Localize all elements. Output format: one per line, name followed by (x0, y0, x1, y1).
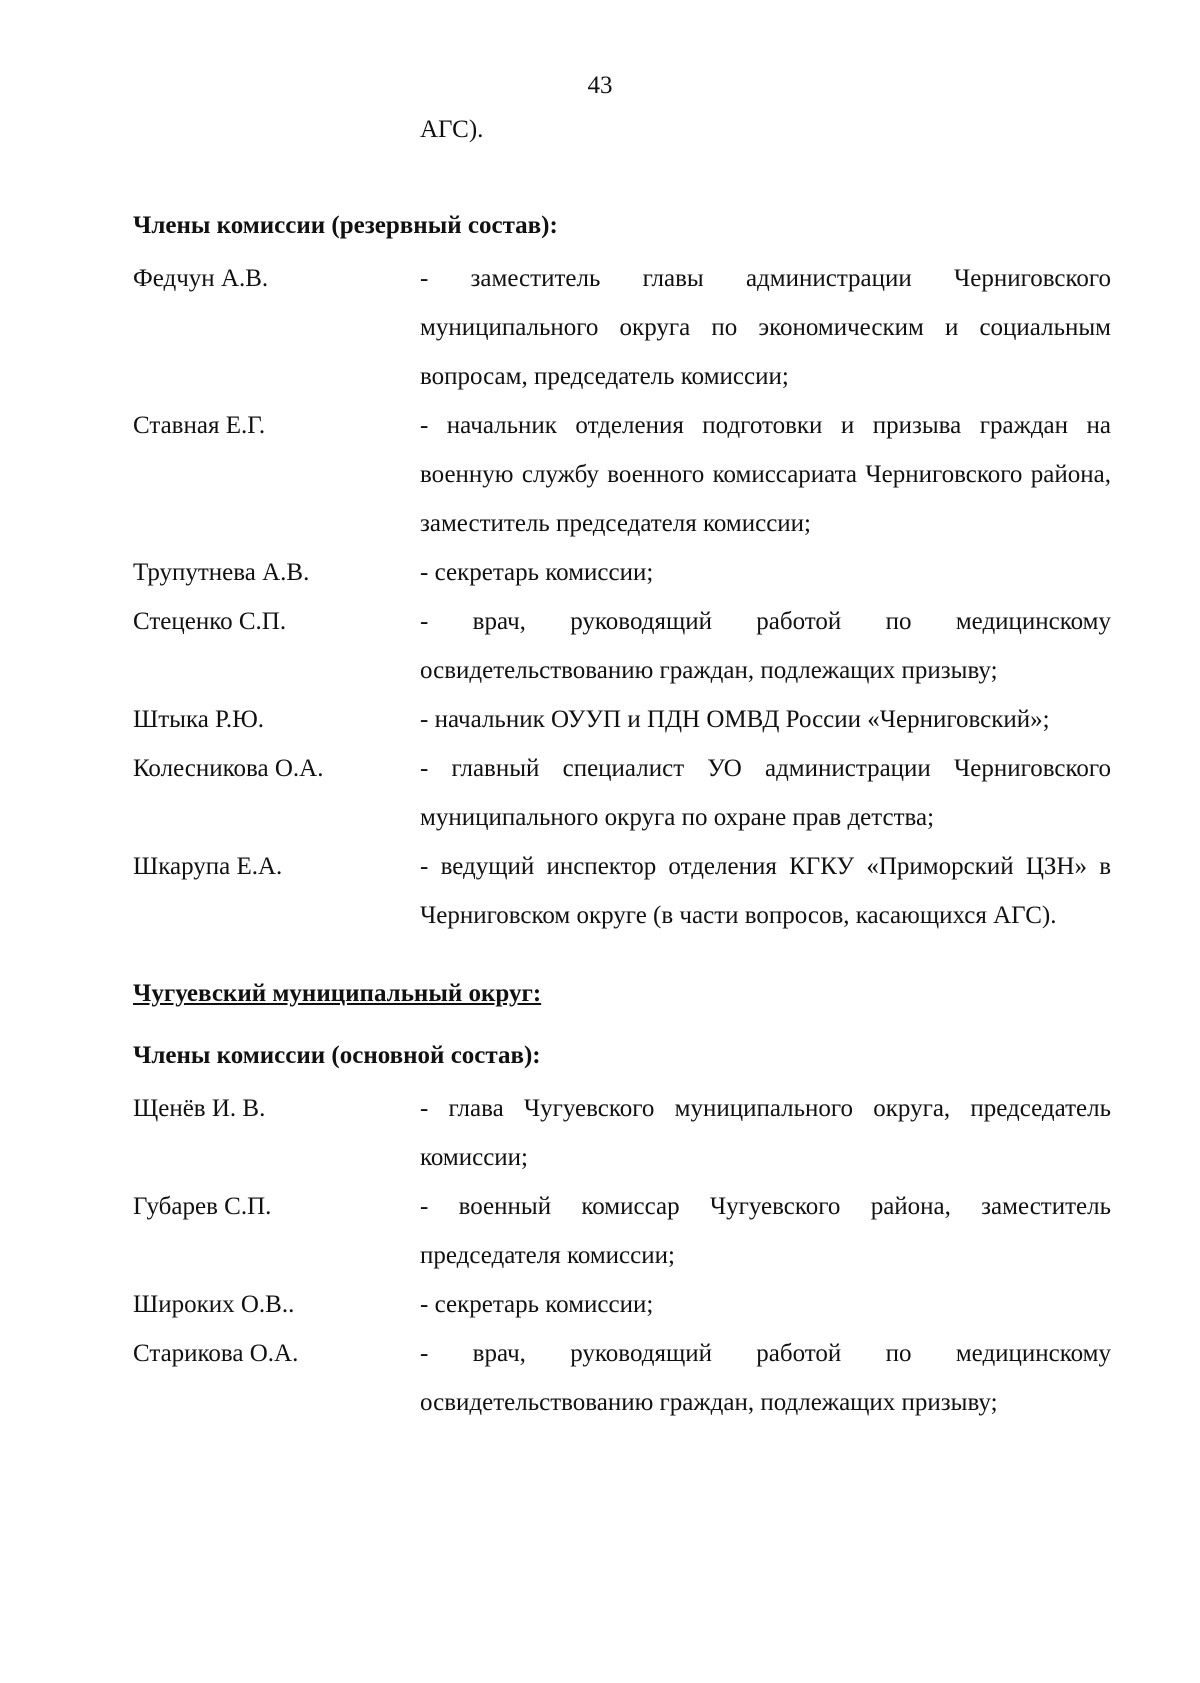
member-name: Колесникова О.А. (133, 755, 324, 782)
member-name: Федчун А.В. (133, 265, 269, 292)
main-section-heading: Члены комиссии (основной состав): (133, 1042, 541, 1069)
member-row (133, 1084, 1111, 1182)
member-role: - врач, руководящий работой по медицинскому освидетельствованию граждан, подлежащих призыву; (420, 1340, 1111, 1416)
member-role: - военный комиссар Чугуевского района, заместитель председателя комиссии; (420, 1193, 1111, 1269)
member-role: - секретарь комиссии; (420, 559, 654, 586)
reserve-section-heading: Члены комиссии (резервный состав): (133, 212, 558, 239)
member-name: Губарев С.П. (133, 1193, 272, 1220)
member-row (133, 597, 1111, 695)
member-role: - начальник ОУУП и ПДН ОМВД России «Черниговский»; (420, 706, 1050, 733)
page-number: 43 (587, 72, 613, 99)
member-name: Щенёв И. В. (133, 1095, 266, 1122)
district-heading: Чугуевский муниципальный округ: (133, 980, 542, 1007)
member-row (133, 842, 1111, 940)
member-name: Ставная Е.Г. (133, 412, 266, 439)
member-role: - секретарь комиссии; (420, 1291, 654, 1318)
member-name: Старикова О.А. (133, 1340, 299, 1367)
member-role: - начальник отделения подготовки и призыва граждан на военную службу военного комиссариата Черниговского района, заместитель председателя комиссии; (420, 412, 1111, 537)
main-member-list (133, 1084, 1111, 1427)
member-row (133, 1329, 1111, 1427)
member-role: - глава Чугуевского муниципального округа, председатель комиссии; (420, 1095, 1111, 1171)
member-row (133, 695, 1111, 744)
reserve-member-list (133, 254, 1111, 940)
member-name: Трупутнева А.В. (133, 559, 310, 586)
member-role: - ведущий инспектор отделения КГКУ «Приморский ЦЗН» в Черниговском округе (в части вопросов, касающихся АГС). (420, 853, 1111, 929)
document-content (133, 210, 1111, 1427)
member-role: - врач, руководящий работой по медицинскому освидетельствованию граждан, подлежащих призыву; (420, 608, 1111, 684)
member-role: - главный специалист УО администрации Черниговского муниципального округа по охране прав детства; (420, 755, 1111, 831)
member-row (133, 1280, 1111, 1329)
member-name: Штыка Р.Ю. (133, 706, 265, 733)
member-row (133, 401, 1111, 548)
continuation-text: АГС). (420, 116, 484, 143)
member-row (133, 1182, 1111, 1280)
member-row (133, 744, 1111, 842)
member-name: Стеценко С.П. (133, 608, 287, 635)
member-name: Шкарупа Е.А. (133, 853, 283, 880)
member-row (133, 548, 1111, 597)
member-row (133, 254, 1111, 401)
member-role: - заместитель главы администрации Черниговского муниципального округа по экономическим и социальным вопросам, председатель комиссии; (420, 265, 1111, 390)
member-name: Широких О.В.. (133, 1291, 295, 1318)
